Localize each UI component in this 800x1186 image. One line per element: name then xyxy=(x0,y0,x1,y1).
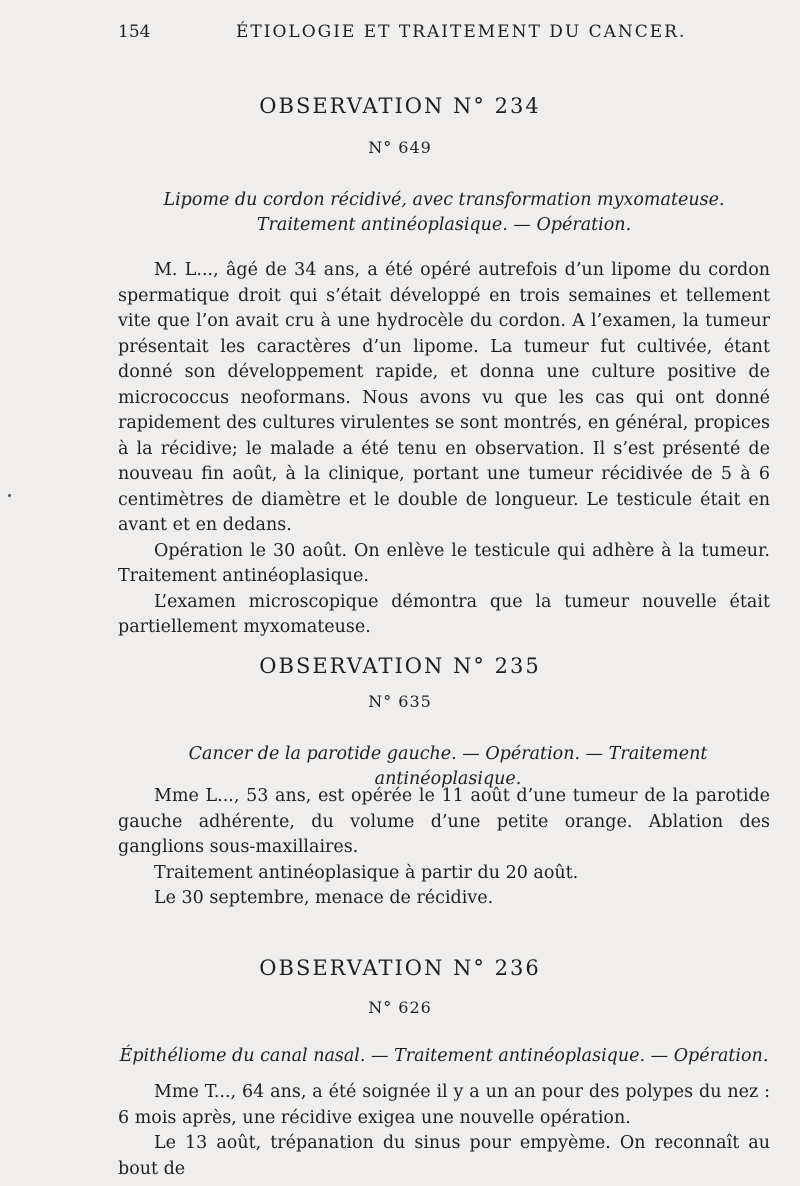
paragraph: Mme L..., 53 ans, est opérée le 11 août d’une tumeur de la parotide gauche adhérente, du volume d’une petite orange. Ablation des ganglions sous-maxillaires. xyxy=(118,786,770,857)
observation-number: N° 649 xyxy=(368,138,432,157)
paragraph: L’examen microscopique démontra que la tumeur nouvelle était partiellement myxomateuse. xyxy=(118,591,770,637)
observation-subtitle xyxy=(118,1044,770,1069)
observation-title: OBSERVATION N° 236 xyxy=(259,956,541,980)
observation-title: OBSERVATION N° 235 xyxy=(259,654,541,678)
subtitle-line: Épithéliome du canal nasal. — Traitement antinéoplasique. — Opération. xyxy=(119,1046,769,1066)
observation-number: N° 635 xyxy=(368,692,432,711)
paragraph: Le 30 septembre, menace de récidive. xyxy=(154,888,494,908)
subtitle-line: Lipome du cordon récidivé, avec transformation myxomateuse. xyxy=(163,190,725,210)
paragraph: Traitement antinéoplasique à partir du 20 août. xyxy=(154,862,579,883)
observation-subtitle xyxy=(118,188,770,238)
paragraph: Le 13 août, trépanation du sinus pour empyème. On reconnaît au bout de xyxy=(118,1133,770,1179)
running-header xyxy=(118,22,770,46)
observation-number: N° 626 xyxy=(368,998,432,1017)
paper-speck xyxy=(8,494,11,497)
subtitle-line: Cancer de la parotide gauche. — Opération. — Traitement antinéoplasique. xyxy=(188,744,708,789)
observation-body xyxy=(118,784,770,912)
observation-body xyxy=(118,258,770,641)
paragraph: M. L..., âgé de 34 ans, a été opéré autrefois d’un lipome du cordon spermatique droit qui s’était développé en trois semaines et tellement vite que l’on avait cru à une hydrocèle du cordon. A l’examen, la tumeur présentait les caractères d’un lipome. La tumeur fut cultivée, étant donné son développement rapide, et donna une culture positive de micrococcus neoformans. Nous avons vu que les cas qui ont donné rapidement des cultures virulentes se sont montrés, en général, propices à la récidive; le malade a été tenu en observation. Il s’est présenté de nouveau fin août, à la clinique, portant une tumeur récidivée de 5 à 6 centimètres de diamètre et le double de longueur. Le testicule était en avant et en dedans. xyxy=(118,260,770,535)
observation-body xyxy=(118,1080,770,1182)
paragraph: Mme T..., 64 ans, a été soignée il y a un an pour des polypes du nez : 6 mois après, une récidive exigea une nouvelle opération. xyxy=(118,1082,770,1128)
observation-title: OBSERVATION N° 234 xyxy=(259,94,541,118)
page-number: 154 xyxy=(118,22,151,42)
running-title: ÉTIOLOGIE ET TRAITEMENT DU CANCER. xyxy=(236,22,687,42)
paragraph: Opération le 30 août. On enlève le testicule qui adhère à la tumeur. Traitement antinéoplasique. xyxy=(118,540,770,586)
subtitle-line: Traitement antinéoplasique. — Opération. xyxy=(256,215,632,235)
